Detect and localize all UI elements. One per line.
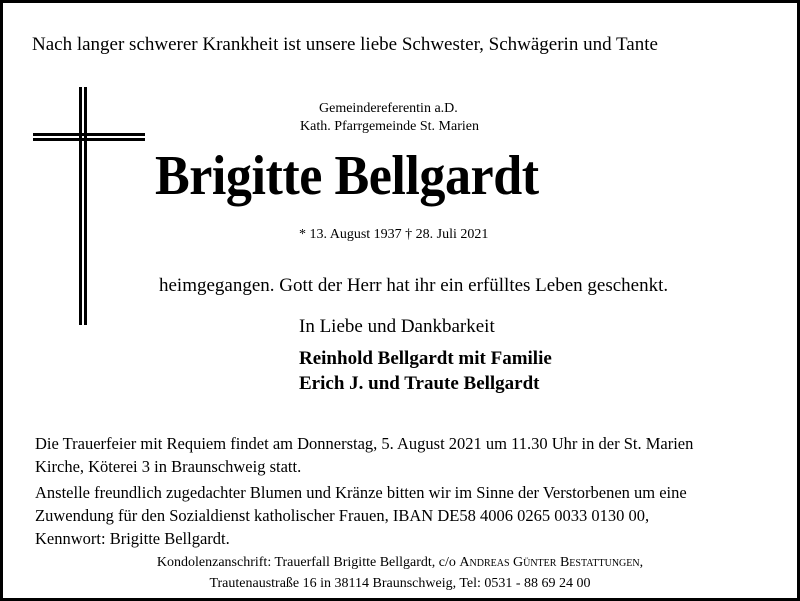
love-line: In Liebe und Dankbarkeit [299, 316, 495, 337]
family-line-1: Reinhold Bellgardt mit Familie [299, 348, 552, 369]
occupation-line-1: Gemeindereferentin a.D. [319, 101, 458, 116]
donation-paragraph [35, 481, 765, 550]
cross-icon [33, 87, 145, 325]
passed-text: heimgegangen. Gott der Herr hat ihr ein erfülltes Leben geschenkt. [159, 275, 669, 296]
undertaker-name: Andreas Günter Bestattungen, [459, 555, 644, 570]
condolence-address: Trautenaustraße 16 in 38114 Braunschweig, Tel: 0531 - 88 69 24 00 [209, 576, 591, 591]
donation-line-3: Kennwort: Brigitte Bellgardt. [35, 529, 230, 548]
condolence-line-1 [3, 555, 797, 571]
condolence-prefix: Kondolenzanschrift: Trauerfall Brigitte Bellgardt, c/o [156, 555, 456, 570]
family-line-2: Erich J. und Traute Bellgardt [299, 373, 540, 394]
donation-line-2: Zuwendung für den Sozialdienst katholischer Frauen, IBAN DE58 4006 0265 0033 0130 00, [35, 506, 650, 525]
funeral-paragraph [35, 432, 765, 478]
donation-line-1: Anstelle freundlich zugedachter Blumen und Kränze bitten wir im Sinne der Verstorbenen um eine [35, 483, 687, 502]
life-dates: * 13. August 1937 † 28. Juli 2021 [299, 227, 489, 242]
occupation-line-2: Kath. Pfarrgemeinde St. Marien [300, 119, 479, 134]
funeral-line-2: Kirche, Köterei 3 in Braunschweig statt. [35, 457, 302, 476]
deceased-name: Brigitte Bellgardt [155, 145, 539, 207]
intro-text: Nach langer schwerer Krankheit ist unsere liebe Schwester, Schwägerin und Tante [32, 34, 658, 55]
funeral-line-1: Die Trauerfeier mit Requiem findet am Donnerstag, 5. August 2021 um 11.30 Uhr in der St. Marien [35, 434, 694, 453]
